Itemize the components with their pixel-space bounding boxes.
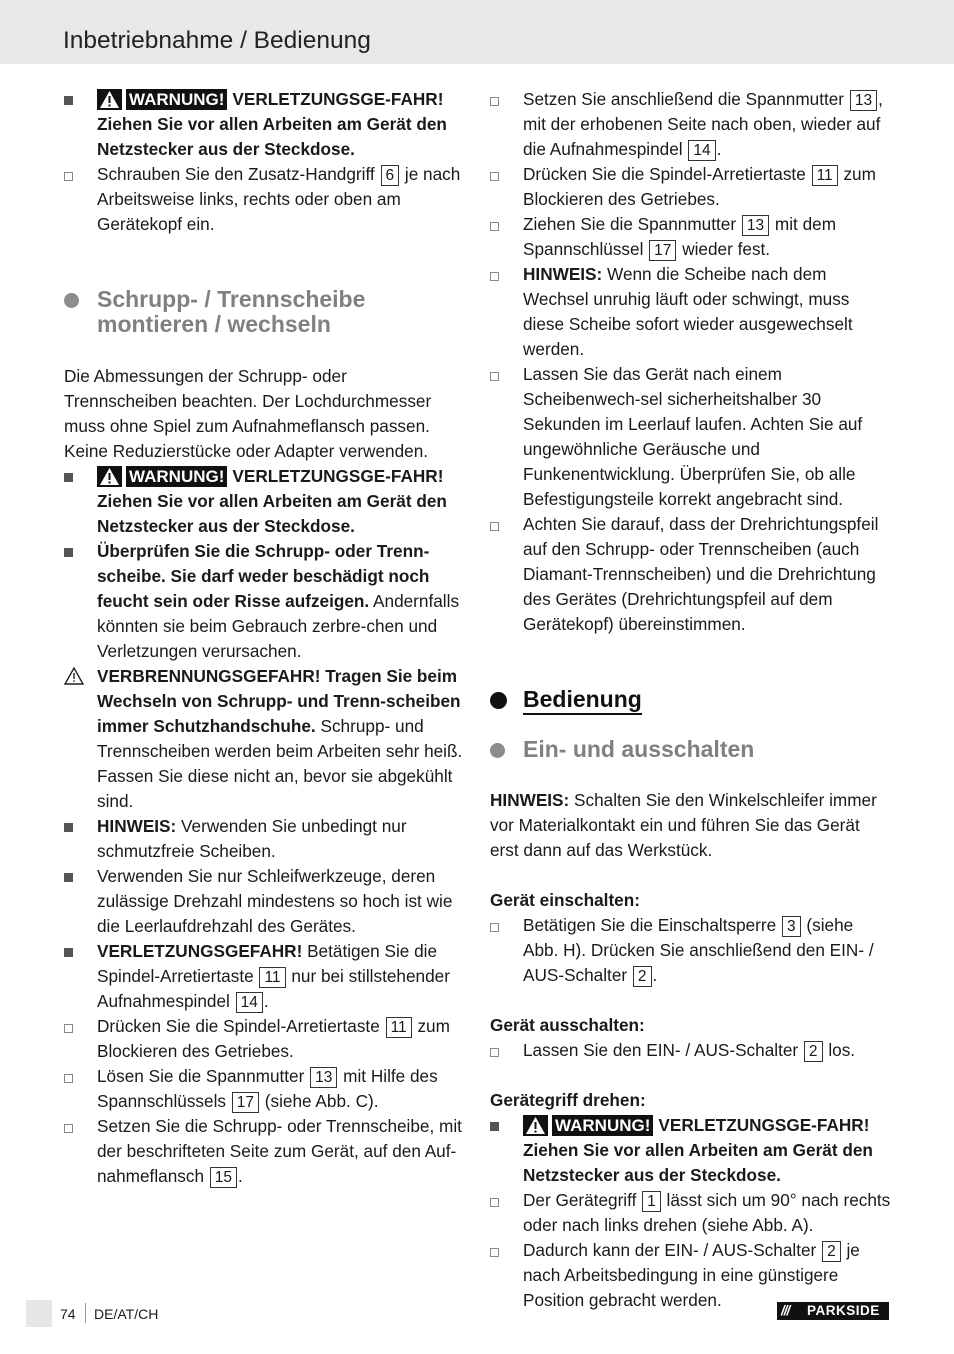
open-square-bullet bbox=[490, 1248, 499, 1257]
part-number: 13 bbox=[310, 1067, 337, 1088]
warning-outline-icon bbox=[64, 667, 84, 685]
intro-paragraph: Die Abmessungen der Schrupp- oder Trennscheiben beachten. Der Lochdurchmesser muss ohne Spiel zum Aufnahmeflansch passen. Keine Reduzierstücke oder Adapter verwenden. bbox=[64, 366, 432, 461]
list-item bbox=[64, 864, 464, 939]
part-number: 14 bbox=[688, 140, 715, 161]
list-item bbox=[490, 1038, 892, 1063]
list-item bbox=[490, 162, 892, 212]
square-bullet bbox=[490, 1122, 499, 1131]
parkside-logo bbox=[777, 1302, 889, 1320]
subheading: Gerät ausschalten: bbox=[490, 1015, 645, 1035]
part-number: 13 bbox=[742, 215, 769, 236]
hint-label: HINWEIS: bbox=[97, 816, 177, 836]
item-text: nur bei stillstehender Aufnahmespindel bbox=[97, 966, 450, 1011]
open-square-bullet bbox=[490, 1198, 499, 1207]
subheading: Gerätegriff drehen: bbox=[490, 1090, 646, 1110]
square-bullet bbox=[64, 823, 73, 832]
page-number: 74 bbox=[60, 1306, 76, 1322]
list-item bbox=[64, 1014, 464, 1064]
open-square-bullet bbox=[64, 172, 73, 181]
item-text: Der Gerätegriff bbox=[523, 1190, 637, 1210]
part-number: 17 bbox=[232, 1092, 259, 1113]
item-text: (siehe Abb. H). Drücken Sie anschließend den EIN- / AUS-Schalter bbox=[523, 915, 874, 985]
open-square-bullet bbox=[490, 923, 499, 932]
warning-label: WARNUNG! bbox=[126, 89, 227, 110]
heading-dot bbox=[490, 692, 507, 709]
list-item bbox=[64, 162, 464, 237]
open-square-bullet bbox=[490, 522, 499, 531]
list-item: Betätigen Sie die Einschaltsperre 3 (siehe Abb. H). Drücken Sie anschließend den EIN- / AUS-Schalter 2 . bbox=[490, 913, 892, 988]
item-text: Setzen Sie die Schrupp- oder Trennscheibe, mit der beschrifteten Seite zum Gerät, auf den Auf-nahmeflansch bbox=[97, 1116, 462, 1186]
item-text: Betätigen Sie die Spindel-Arretiertaste bbox=[97, 941, 438, 986]
item-text: mit dem Spannschlüssel bbox=[523, 214, 837, 259]
page-header bbox=[0, 0, 954, 64]
warning-text: VERLETZUNGSGE-FAHR! Ziehen Sie vor allen Arbeiten am Gerät den Netzstecker aus der Steckdose. bbox=[523, 1115, 873, 1185]
warning-triangle-icon bbox=[523, 1115, 548, 1136]
list-item bbox=[490, 212, 892, 262]
logo-text: PARKSIDE bbox=[807, 1303, 880, 1318]
item-text: Schrupp- und Trennscheiben werden beim Arbeiten sehr heiß. Fassen Sie diese nicht an, bevor sie abgekühlt sind. bbox=[97, 716, 463, 811]
list-item bbox=[490, 1188, 892, 1238]
list-item bbox=[64, 664, 464, 814]
page-title: Inbetriebnahme / Bedienung bbox=[63, 27, 371, 54]
warning-badge bbox=[523, 1115, 658, 1136]
item-text: Verwenden Sie nur Schleifwerkzeuge, deren zulässige Drehzahl mindestens so hoch ist wie die Leerlaufdrehzahl des Gerätes. bbox=[97, 866, 453, 936]
item-text: Lassen Sie das Gerät nach einem Scheibenwech-sel sicherheitshalber 30 Sekunden im Leerlauf laufen. Achten Sie auf ungewöhnliche Geräusche und Funkenentwicklung. Überprüfen Sie, ob alle Befestigungsteile korrekt angebracht sind. bbox=[523, 364, 863, 509]
list-item bbox=[64, 814, 464, 864]
item-text: (siehe Abb. C). bbox=[264, 1091, 379, 1111]
item-text: zum Blockieren des Getriebes. bbox=[523, 164, 876, 209]
main-section-title: Bedienung bbox=[523, 686, 642, 715]
item-text: Achten Sie darauf, dass der Drehrichtungspfeil auf den Schrupp- oder Trennscheiben (auch Diamant-Trennscheiben) und die Drehrichtung des Gerätes (Drehrichtungspfeil auf dem Gerätekopf) übereinstimmen. bbox=[523, 514, 879, 634]
section-heading bbox=[490, 737, 892, 762]
item-text: Verwenden Sie unbedingt nur schmutzfreie Scheiben. bbox=[97, 816, 407, 861]
item-text: Betätigen Sie die Einschaltsperre bbox=[523, 915, 777, 935]
open-square-bullet bbox=[490, 222, 499, 231]
part-number: 2 bbox=[804, 1041, 823, 1062]
warning-text: VERLETZUNGSGE-FAHR! Ziehen Sie vor allen Arbeiten am Gerät den Netzstecker aus der Steckdose. bbox=[97, 466, 447, 536]
open-square-bullet bbox=[64, 1124, 73, 1133]
list-item: Setzen Sie anschließend die Spannmutter 13 , mit der erhobenen Seite nach oben, wieder auf die Aufnahmespindel 14 . bbox=[490, 87, 892, 162]
open-square-bullet bbox=[490, 272, 499, 281]
item-text: Schalten Sie den Winkelschleifer immer vor Materialkontakt ein und führen Sie das Gerät erst dann auf das Werkstück. bbox=[490, 790, 877, 860]
list-item: VERLETZUNGSGEFAHR! Betätigen Sie die Spindel-Arretiertaste 11 nur bei stillstehender Aufnahmespindel 14 . bbox=[64, 939, 464, 1014]
item-text: mit Hilfe des Spannschlüssels bbox=[97, 1066, 438, 1111]
heading-dot bbox=[490, 743, 505, 758]
part-number: 11 bbox=[386, 1017, 412, 1038]
square-bullet bbox=[64, 548, 73, 557]
right-column bbox=[490, 87, 892, 1313]
hint-paragraph bbox=[490, 788, 892, 863]
bold-text: Überprüfen Sie die Schrupp- oder Trenn-scheibe. Sie darf weder beschädigt noch feucht sein oder Risse aufzeigen. bbox=[97, 541, 430, 611]
heading-dot bbox=[64, 293, 79, 308]
open-square-bullet bbox=[490, 97, 499, 106]
item-text: je nach Arbeitsweise links, rechts oder oben am Gerätekopf ein. bbox=[97, 164, 461, 234]
bold-text: VERLETZUNGSGEFAHR! bbox=[97, 941, 303, 961]
item-text: Lassen Sie den EIN- / AUS-Schalter bbox=[523, 1040, 799, 1060]
warning-badge bbox=[97, 466, 232, 487]
footer-page-marker bbox=[26, 1300, 52, 1327]
item-text: lässt sich um 90° nach rechts oder nach links drehen (siehe Abb. A). bbox=[523, 1190, 891, 1235]
section-title-line: Schrupp- / Trennscheibe bbox=[97, 286, 366, 312]
square-bullet bbox=[64, 473, 73, 482]
part-number: 1 bbox=[642, 1191, 661, 1212]
open-square-bullet bbox=[490, 1048, 499, 1057]
item-text: wieder fest. bbox=[682, 239, 771, 259]
open-square-bullet bbox=[490, 372, 499, 381]
footer-divider bbox=[85, 1303, 86, 1323]
warning-label: WARNUNG! bbox=[126, 466, 227, 487]
part-number: 2 bbox=[633, 966, 652, 987]
part-number: 11 bbox=[259, 967, 285, 988]
warning-badge bbox=[97, 89, 232, 110]
part-number: 6 bbox=[381, 165, 400, 186]
part-number: 17 bbox=[649, 240, 676, 261]
section-heading bbox=[64, 287, 464, 337]
part-number: 2 bbox=[822, 1241, 841, 1262]
section-title-line: montieren / wechseln bbox=[97, 311, 331, 337]
warning-triangle-icon bbox=[97, 466, 122, 487]
item-text: zum Blockieren des Getriebes. bbox=[97, 1016, 450, 1061]
item-text: Wenn die Scheibe nach dem Wechsel unruhig läuft oder schwingt, muss diese Scheibe sofort wieder ausgewechselt werden. bbox=[523, 264, 853, 359]
region-code: DE/AT/CH bbox=[94, 1306, 159, 1322]
list-item bbox=[64, 539, 464, 664]
warning-triangle-icon bbox=[97, 89, 122, 110]
left-column bbox=[64, 87, 464, 1189]
bold-text: VERBRENNUNGSGEFAHR! Tragen Sie beim Wechseln von Schrupp- und Trenn-scheiben immer Schutzhandschuhe. bbox=[97, 666, 461, 736]
warning-text: VERLETZUNGSGE-FAHR! Ziehen Sie vor allen Arbeiten am Gerät den Netzstecker aus der Steckdose. bbox=[97, 89, 447, 159]
part-number: 13 bbox=[850, 90, 877, 111]
warning-label: WARNUNG! bbox=[552, 1115, 653, 1136]
subheading: Gerät einschalten: bbox=[490, 890, 640, 910]
open-square-bullet bbox=[490, 172, 499, 181]
warning-item bbox=[490, 1113, 892, 1188]
item-text: Drücken Sie die Spindel-Arretiertaste bbox=[97, 1016, 380, 1036]
list-item bbox=[490, 362, 892, 512]
item-text: Schrauben Sie den Zusatz-Handgriff bbox=[97, 164, 375, 184]
open-square-bullet bbox=[64, 1024, 73, 1033]
list-item bbox=[490, 512, 892, 637]
hint-label: HINWEIS: bbox=[523, 264, 603, 284]
part-number: 14 bbox=[236, 992, 263, 1013]
item-text: Ziehen Sie die Spannmutter bbox=[523, 214, 737, 234]
warning-item bbox=[64, 87, 464, 162]
square-bullet bbox=[64, 873, 73, 882]
list-item bbox=[64, 1064, 464, 1114]
square-bullet bbox=[64, 948, 73, 957]
hint-label: HINWEIS: bbox=[490, 790, 570, 810]
item-text: mit der erhobenen Seite nach oben, wieder auf die Aufnahmespindel bbox=[523, 114, 881, 159]
part-number: 3 bbox=[782, 916, 801, 937]
item-text: Drücken Sie die Spindel-Arretiertaste bbox=[523, 164, 806, 184]
square-bullet bbox=[64, 96, 73, 105]
part-number: 15 bbox=[210, 1167, 237, 1188]
item-text: Lösen Sie die Spannmutter bbox=[97, 1066, 305, 1086]
list-item bbox=[490, 262, 892, 362]
list-item: Setzen Sie die Schrupp- oder Trennscheibe, mit der beschrifteten Seite zum Gerät, auf den Auf-nahmeflansch 15 . bbox=[64, 1114, 464, 1189]
open-square-bullet bbox=[64, 1074, 73, 1083]
item-text: Andernfalls könnten sie beim Gebrauch zerbre-chen und Verletzungen verursachen. bbox=[97, 591, 460, 661]
item-text: Setzen Sie anschließend die Spannmutter bbox=[523, 89, 845, 109]
part-number: 11 bbox=[812, 165, 838, 186]
warning-item bbox=[64, 464, 464, 539]
logo-stripes: /// bbox=[781, 1303, 790, 1318]
item-text: Dadurch kann der EIN- / AUS-Schalter bbox=[523, 1240, 817, 1260]
item-text: los. bbox=[828, 1040, 856, 1060]
item-text: je nach Arbeitsbedingung in eine günstigere Position gebracht werden. bbox=[523, 1240, 860, 1310]
main-section-heading bbox=[490, 687, 892, 712]
section-title: Ein- und ausschalten bbox=[523, 736, 755, 762]
